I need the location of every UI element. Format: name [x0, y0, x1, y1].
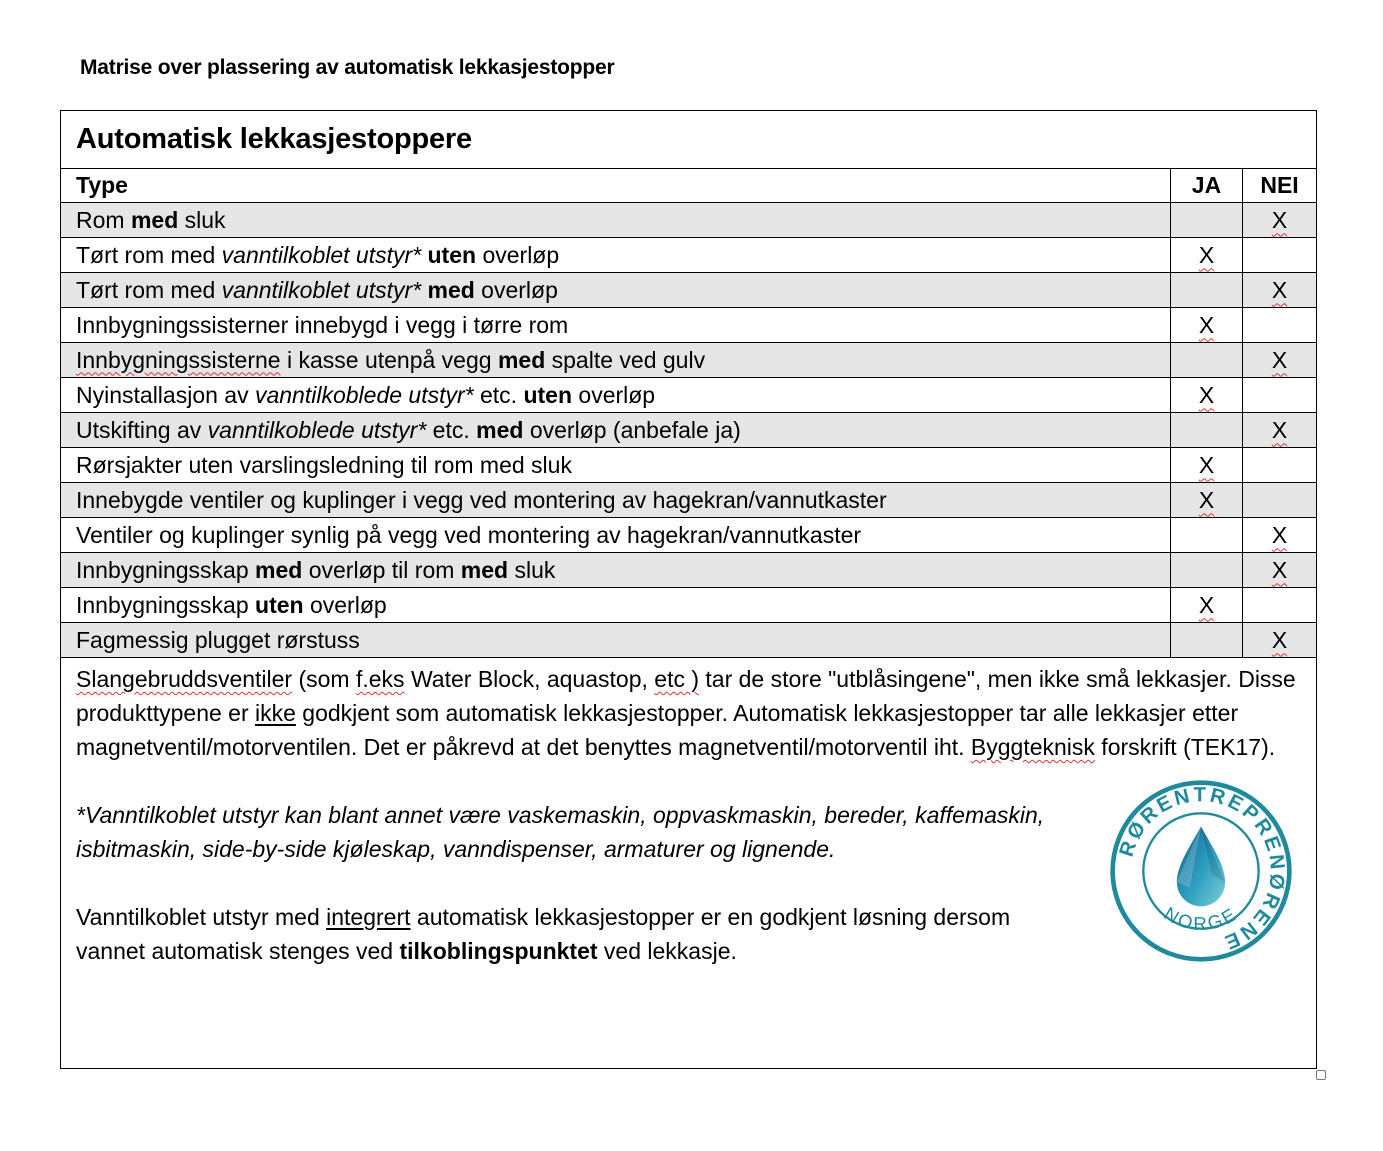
- table-row: [61, 413, 1317, 448]
- cell-ja: [1171, 623, 1243, 658]
- cell-nei: [1243, 203, 1317, 238]
- rorentreprenorene-logo: [1108, 778, 1294, 964]
- cell-nei: [1243, 378, 1317, 413]
- row-type-label: Fagmessig plugget rørstuss: [61, 623, 1171, 658]
- ja-check-mark: X: [1198, 241, 1215, 268]
- row-type-label: Innebygde ventiler og kuplinger i vegg ved montering av hagekran/vannutkaster: [61, 483, 1171, 518]
- table-row: [61, 623, 1317, 658]
- row-type-label: Rom med sluk: [61, 203, 1171, 238]
- cell-nei: [1243, 413, 1317, 448]
- row-type-label: Innbygningsskap uten overløp: [61, 588, 1171, 623]
- nei-check-mark: X: [1271, 626, 1288, 653]
- row-type-label: Ventiler og kuplinger synlig på vegg ved montering av hagekran/vannutkaster: [61, 518, 1171, 553]
- cell-ja: [1171, 343, 1243, 378]
- cell-ja: [1171, 518, 1243, 553]
- cell-ja: [1171, 413, 1243, 448]
- cell-ja: [1171, 588, 1243, 623]
- cell-nei: [1243, 238, 1317, 273]
- document-heading: Matrise over plassering av automatisk lekkasjestopper: [80, 56, 615, 79]
- ja-check-mark: X: [1198, 486, 1215, 513]
- ja-check-mark: X: [1198, 311, 1215, 338]
- column-header-yes: JA: [1171, 169, 1243, 203]
- cell-ja: [1171, 553, 1243, 588]
- cell-ja: [1171, 273, 1243, 308]
- ja-check-mark: X: [1198, 381, 1215, 408]
- row-type-label: Innbygningssisterne i kasse utenpå vegg med spalte ved gulv: [61, 343, 1171, 378]
- ja-check-mark: X: [1198, 451, 1215, 478]
- cell-ja: [1171, 378, 1243, 413]
- nei-check-mark: X: [1271, 416, 1288, 443]
- logo-arc-text: RØRENTREPRENØRENE: [1114, 783, 1290, 955]
- cell-ja: [1171, 448, 1243, 483]
- note-paragraph-integrated: Vanntilkoblet utstyr med integrert automatisk lekkasjestopper er en godkjent løsning dersom vannet automatisk stenges ved tilkoblingspunktet ved lekkasje.: [76, 904, 1011, 964]
- table-title: Automatisk lekkasjestoppere: [61, 111, 1317, 169]
- footnote-equipment: *Vanntilkoblet utstyr kan blant annet være vaskemaskin, oppvaskmaskin, bereder, kaffemaskin, isbitmaskin, side-by-side kjøleskap, vanndispenser, armaturer og lignende.: [76, 802, 1045, 862]
- cell-ja: [1171, 483, 1243, 518]
- cell-nei: [1243, 553, 1317, 588]
- nei-check-mark: X: [1271, 276, 1288, 303]
- ja-check-mark: X: [1198, 591, 1215, 618]
- row-type-label: Innbygningssisterner innebygd i vegg i tørre rom: [61, 308, 1171, 343]
- row-type-label: Utskifting av vanntilkoblede utstyr* etc. med overløp (anbefale ja): [61, 413, 1171, 448]
- cell-nei: [1243, 623, 1317, 658]
- table-row: [61, 448, 1317, 483]
- cell-ja: [1171, 308, 1243, 343]
- nei-check-mark: X: [1271, 346, 1288, 373]
- cell-ja: [1171, 203, 1243, 238]
- nei-check-mark: X: [1271, 206, 1288, 233]
- cell-nei: [1243, 518, 1317, 553]
- table-row: [61, 203, 1317, 238]
- cell-nei: [1243, 308, 1317, 343]
- table-row: [61, 483, 1317, 518]
- cell-ja: [1171, 238, 1243, 273]
- logo-bottom-text: NORGE: [1160, 902, 1242, 935]
- column-header-type: Type: [61, 169, 1171, 203]
- cell-nei: [1243, 588, 1317, 623]
- cell-nei: [1243, 343, 1317, 378]
- table-row: [61, 308, 1317, 343]
- cell-nei: [1243, 483, 1317, 518]
- table-row: [61, 588, 1317, 623]
- table-row: [61, 343, 1317, 378]
- cell-nei: [1243, 448, 1317, 483]
- resize-handle[interactable]: [1316, 1070, 1326, 1080]
- column-header-no: NEI: [1243, 169, 1317, 203]
- nei-check-mark: X: [1271, 556, 1288, 583]
- row-type-label: Tørt rom med vanntilkoblet utstyr* uten overløp: [61, 238, 1171, 273]
- row-type-label: Nyinstallasjon av vanntilkoblede utstyr* etc. uten overløp: [61, 378, 1171, 413]
- row-type-label: Rørsjakter uten varslingsledning til rom med sluk: [61, 448, 1171, 483]
- note-paragraph-valves: Slangebruddsventiler (som f.eks Water Block, aquastop, etc ) tar de store "utblåsingene", men ikke små lekkasjer. Disse produkttypene er ikke godkjent som automatisk lekkasjestopper. Automatisk lekkasjestopper tar alle lekkasjer etter magnetventil/motorventilen. Det er påkrevd at det benyttes magnetventil/motorventil iht. Byggteknisk forskrift (TEK17).: [76, 666, 1296, 760]
- nei-check-mark: X: [1271, 521, 1288, 548]
- cell-nei: [1243, 273, 1317, 308]
- row-type-label: Innbygningsskap med overløp til rom med sluk: [61, 553, 1171, 588]
- table-row: [61, 518, 1317, 553]
- table-row: [61, 238, 1317, 273]
- table-row: [61, 378, 1317, 413]
- table-row: [61, 273, 1317, 308]
- table-row: [61, 553, 1317, 588]
- header-row: [61, 169, 1317, 203]
- row-type-label: Tørt rom med vanntilkoblet utstyr* med overløp: [61, 273, 1171, 308]
